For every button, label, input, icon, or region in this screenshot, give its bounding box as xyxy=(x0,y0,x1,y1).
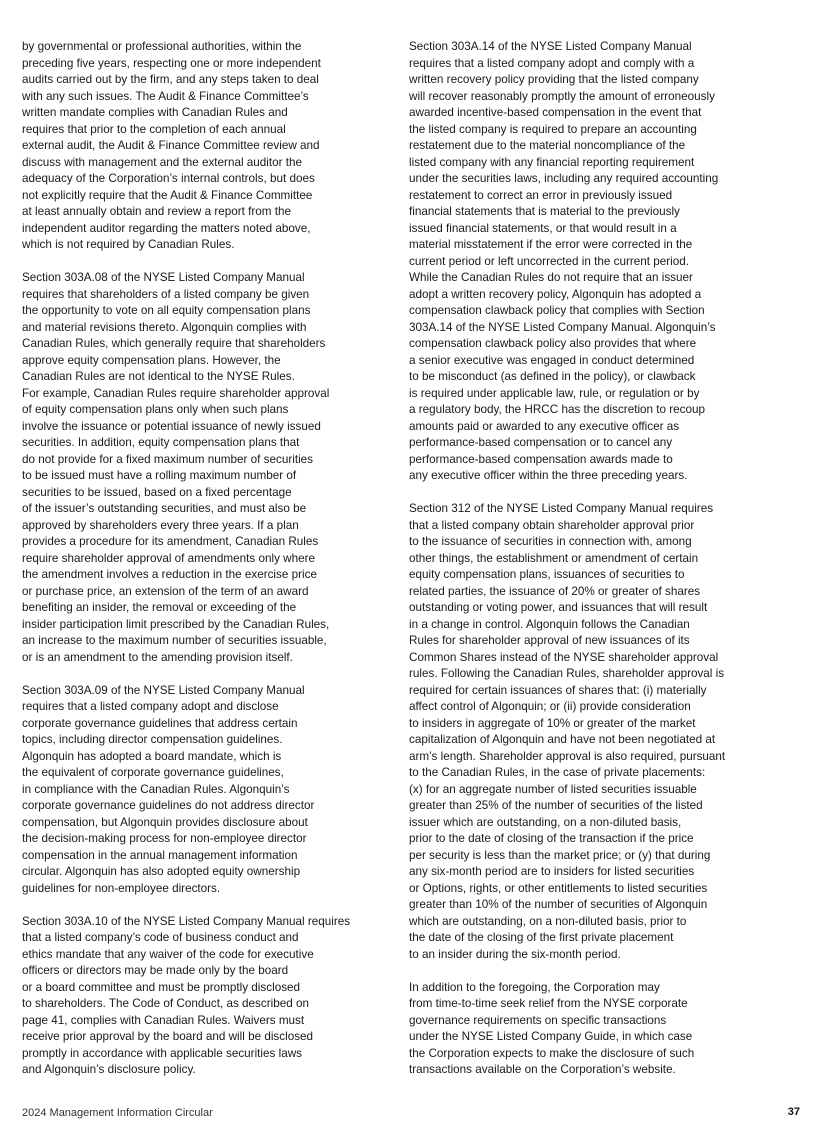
paragraph-section-312: Section 312 of the NYSE Listed Company Manual requires that a listed company obtain shareholder approval prior to the issuance of securities in connection with, among other things, the establishment or amendment of certain equity compensation plans, issuances of securities to related parties, the issuance of 20% or greater of shares outstanding or voting power, and issuances that will result in a change in control. Algonquin follows the Canadian Rules for shareholder approval of new issuances of its Common Shares instead of the NYSE shareholder approval rules. Following the Canadian Rules, shareholder approval is required for certain issuances of shares that: (i) materially affect control of Algonquin; or (ii) provide consideration to insiders in aggregate of 10% or greater of the market capitalization of Algonquin and have not been negotiated at arm’s length. Shareholder approval is also required, pursuant to the Canadian Rules, in the case of private placements: (x) for an aggregate number of listed securities issuable greater than 25% of the number of securities of the listed issuer which are outstanding, on a non-diluted basis, prior to the date of closing of the transaction if the price per security is less than the market price; or (y) that during any six-month period are to insiders for listed securities or Options, rights, or other entitlements to listed securities greater than 10% of the number of securities of Algonquin which are outstanding, on a non-diluted basis, prior to the date of the closing of the first private placement to an insider during the six-month period. xyxy=(409,502,726,961)
paragraph-audit-committee-mandate: by governmental or professional authorities, within the preceding five years, respecting one or more independent audits carried out by the firm, and any steps taken to deal with any such issues. The Audit & Finance Committee’s written mandate complies with Canadian Rules and requires that prior to the completion of each annual external audit, the Audit & Finance Committee review and discuss with management and the external auditor the adequacy of the Corporation’s internal controls, but does not explicitly require that the Audit & Finance Committee at least annually obtain and review a report from the independent auditor regarding the matters noted above, which is not required by Canadian Rules. xyxy=(22,40,321,251)
paragraph-section-303a10: Section 303A.10 of the NYSE Listed Company Manual requires that a listed company’s code of business conduct and ethics mandate that any waiver of the code for executive officers or directors may be made only by the board or a board committee and must be promptly disclosed to shareholders. The Code of Conduct, as described on page 41, complies with Canadian Rules. Waivers must receive prior approval by the board and will be disclosed promptly in accordance with applicable securities laws and Algonquin’s disclosure policy. xyxy=(22,914,351,1076)
left-column xyxy=(22,39,378,1079)
page-number: 37 xyxy=(787,1106,800,1118)
paragraph-section-303a09: Section 303A.09 of the NYSE Listed Company Manual requires that a listed company adopt and disclose corporate governance guidelines that address certain topics, including director compensation guidelines. Algonquin has adopted a board mandate, which is the equivalent of corporate governance guidelines, in compliance with the Canadian Rules. Algonquin’s corporate governance guidelines do not address director compensation, but Algonquin provides disclosure about the decision-making process for non-employee director compensation in the annual management information circular. Algonquin has also adopted equity ownership guidelines for non-employee directors. xyxy=(22,683,315,895)
right-column xyxy=(409,39,765,1079)
paragraph-nyse-relief: In addition to the foregoing, the Corporation may from time-to-time seek relief from the NYSE corporate governance requirements on specific transactions under the NYSE Listed Company Guide, in which case the Corporation expects to make the disclosure of such transactions available on the Corporation’s website. xyxy=(409,980,695,1076)
paragraph-section-303a08: Section 303A.08 of the NYSE Listed Company Manual requires that shareholders of a listed company be given the opportunity to vote on all equity compensation plans and material revisions thereto. Algonquin complies with Canadian Rules, which generally require that shareholders approve equity compensation plans. However, the Canadian Rules are not identical to the NYSE Rules. For example, Canadian Rules require shareholder approval of equity compensation plans only when such plans involve the issuance or potential issuance of newly issued securities. In addition, equity compensation plans that do not provide for a fixed maximum number of securities to be issued must have a rolling maximum number of securities to be issued, based on a fixed percentage of the issuer’s outstanding securities, and must also be approved by shareholders every three years. If a plan provides a procedure for its amendment, Canadian Rules require shareholder approval of amendments only where the amendment involves a reduction in the exercise price or purchase price, an extension of the term of an award benefiting an insider, the removal or exceeding of the insider participation limit prescribed by the Canadian Rules, an increase to the maximum number of securities issuable, or is an amendment to the amending provision itself. xyxy=(22,271,330,664)
footer-document-title: 2024 Management Information Circular xyxy=(22,1107,213,1119)
paragraph-section-303a14: Section 303A.14 of the NYSE Listed Company Manual requires that a listed company adopt and comply with a written recovery policy providing that the listed company will recover reasonably promptly the amount of erroneously awarded incentive-based compensation in the event that the listed company is required to prepare an accounting restatement due to the material noncompliance of the listed company with any financial reporting requirement under the securities laws, including any required accounting restatement to correct an error in previously issued financial statements that is material to the previously issued financial statements, or that would result in a material misstatement if the error were corrected in the current period or left uncorrected in the current period. While the Canadian Rules do not require that an issuer adopt a written recovery policy, Algonquin has adopted a compensation clawback policy that complies with Section 303A.14 of the NYSE Listed Company Manual. Algonquin’s compensation clawback policy also provides that where a senior executive was engaged in conduct determined to be misconduct (as defined in the policy), or clawback is required under applicable law, rule, or regulation or by a regulatory body, the HRCC has the discretion to recoup amounts paid or awarded to any executive officer as performance-based compensation or to cancel any performance-based compensation awards made to any executive officer within the three preceding years. xyxy=(409,40,719,482)
